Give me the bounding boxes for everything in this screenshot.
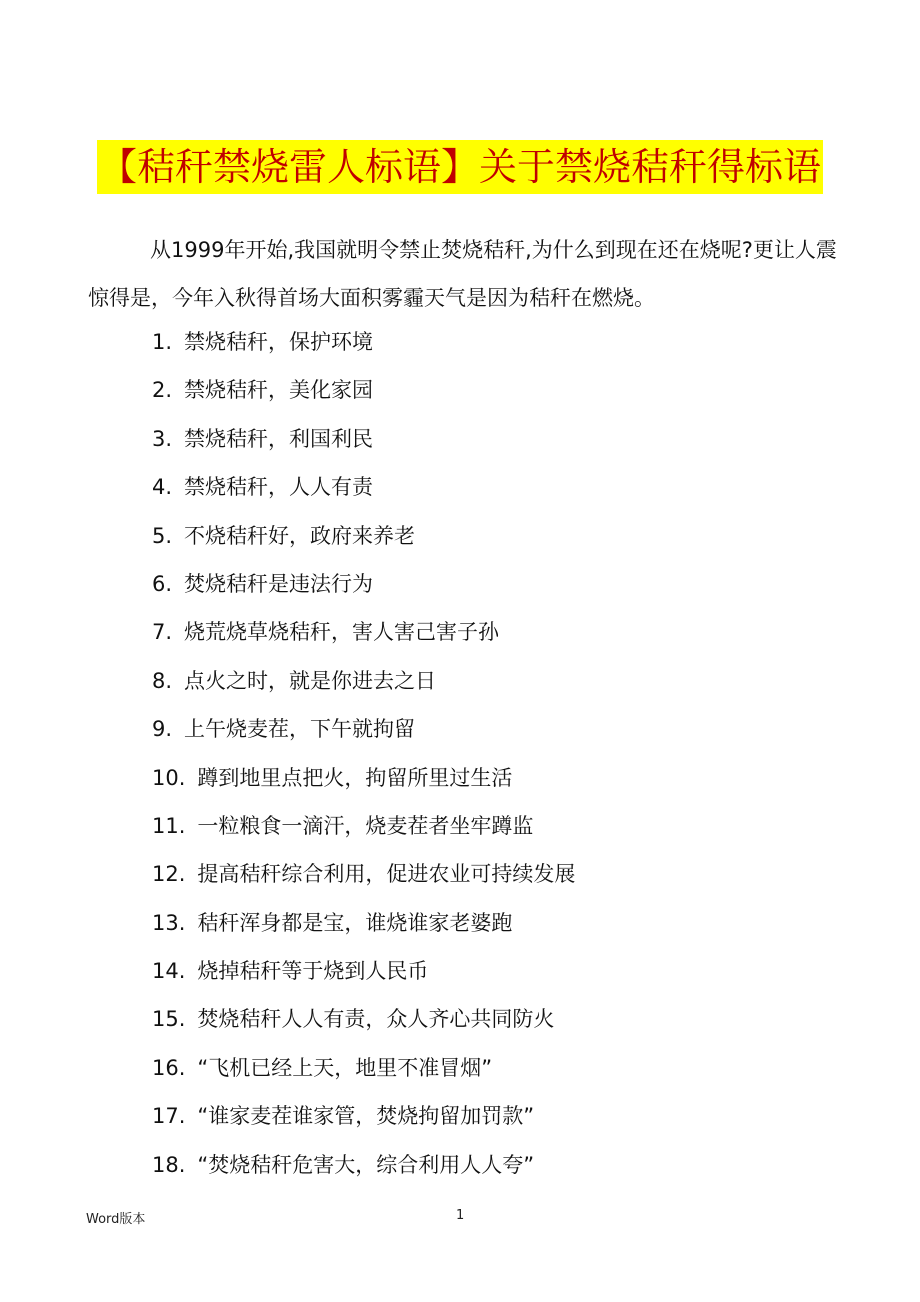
list-item-text: 秸秆浑身都是宝，谁烧谁家老婆跑 xyxy=(197,910,513,935)
list-item-text: 一粒粮食一滴汗，烧麦茬者坐牢蹲监 xyxy=(197,813,534,838)
list-item-number: 9. xyxy=(152,717,173,742)
list-item xyxy=(152,463,575,511)
list-item-text: 禁烧秸秆，利国利民 xyxy=(184,426,374,451)
list-item-number: 3. xyxy=(152,426,173,451)
list-item-number: 5. xyxy=(152,523,173,548)
list-item-text: 禁烧秸秆，人人有责 xyxy=(184,475,374,500)
list-item-number: 7. xyxy=(152,620,173,645)
list-item xyxy=(152,415,575,463)
list-item xyxy=(152,754,575,802)
list-item xyxy=(152,995,575,1043)
list-item-text: 不烧秸秆好，政府来养老 xyxy=(184,523,416,548)
list-item-number: 13. xyxy=(152,910,186,935)
list-item xyxy=(152,608,575,656)
list-item-number: 18. xyxy=(152,1152,186,1177)
list-item xyxy=(152,1044,575,1092)
list-item-text: 焚烧秸秆人人有责，众人齐心共同防火 xyxy=(197,1007,555,1032)
list-item-text: “飞机已经上天，地里不准冒烟” xyxy=(197,1055,493,1080)
list-item-number: 12. xyxy=(152,862,186,887)
list-item-number: 16. xyxy=(152,1055,186,1080)
list-item-number: 14. xyxy=(152,959,186,984)
list-item xyxy=(152,657,575,705)
list-item-number: 10. xyxy=(152,765,186,790)
list-item-text: 烧掉秸秆等于烧到人民币 xyxy=(197,959,429,984)
list-item xyxy=(152,560,575,608)
list-item-number: 1. xyxy=(152,330,173,354)
list-item xyxy=(152,850,575,898)
list-item-text: 禁烧秸秆，保护环境 xyxy=(184,330,374,354)
list-item-text: 点火之时，就是你进去之日 xyxy=(184,668,437,693)
list-item xyxy=(152,705,575,753)
list-item-text: 焚烧秸秆是违法行为 xyxy=(184,571,374,596)
list-item-number: 15. xyxy=(152,1007,186,1032)
slogan-list xyxy=(152,318,575,1189)
list-item-number: 4. xyxy=(152,475,173,500)
list-item xyxy=(152,512,575,560)
list-item-text: 上午烧麦茬，下午就拘留 xyxy=(184,717,416,742)
list-item-number: 11. xyxy=(152,813,186,838)
list-item xyxy=(152,1092,575,1140)
document-title: 【秸秆禁烧雷人标语】关于禁烧秸秆得标语 xyxy=(97,140,823,194)
list-item xyxy=(152,318,575,366)
intro-text: 从1999年开始,我国就明令禁止焚烧秸秆,为什么到现在还在烧呢?更让人震惊得是，今年入秋得首场大面积雾霾天气是因为秸秆在燃烧。 xyxy=(88,238,837,310)
intro-paragraph xyxy=(88,226,848,322)
list-item xyxy=(152,899,575,947)
list-item-number: 6. xyxy=(152,571,173,596)
footer-label: Word版本 xyxy=(86,1212,146,1227)
list-item-number: 17. xyxy=(152,1104,186,1129)
list-item-text: “焚烧秸秆危害大，综合利用人人夸” xyxy=(197,1152,535,1177)
list-item xyxy=(152,802,575,850)
list-item-text: 蹲到地里点把火，拘留所里过生活 xyxy=(197,765,513,790)
list-item-text: 禁烧秸秆，美化家园 xyxy=(184,378,374,403)
page-number: 1 xyxy=(456,1208,465,1223)
list-item-number: 2. xyxy=(152,378,173,403)
list-item-text: “谁家麦茬谁家管，焚烧拘留加罚款” xyxy=(197,1104,535,1129)
list-item-number: 8. xyxy=(152,668,173,693)
list-item xyxy=(152,366,575,414)
list-item xyxy=(152,947,575,995)
list-item-text: 烧荒烧草烧秸秆，害人害己害子孙 xyxy=(184,620,500,645)
title-block xyxy=(0,140,920,194)
list-item-text: 提高秸秆综合利用，促进农业可持续发展 xyxy=(197,862,576,887)
list-item xyxy=(152,1141,575,1189)
